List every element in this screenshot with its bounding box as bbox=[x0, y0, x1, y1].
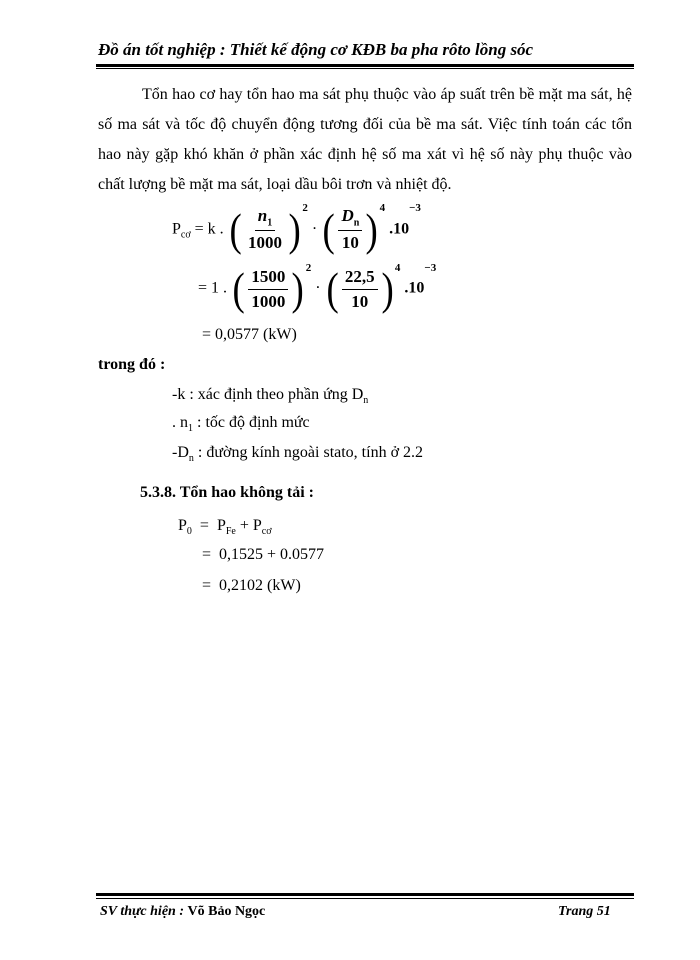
definition-text: -D bbox=[172, 444, 189, 461]
paren-close: ) bbox=[291, 263, 305, 314]
formula2-lhs: P bbox=[178, 517, 187, 534]
frac-den: 1000 bbox=[251, 291, 286, 311]
line2-prefix: = 1 . bbox=[198, 279, 228, 297]
formula-lhs: P bbox=[172, 220, 181, 238]
formula2-line2-value: 0,1525 + 0.0577 bbox=[219, 546, 325, 563]
tail-exponent: −3 bbox=[409, 202, 421, 214]
formula-eq: = k . bbox=[194, 220, 224, 238]
paren-open: ( bbox=[232, 263, 245, 314]
footer-author-name: Võ Bảo Ngọc bbox=[187, 904, 266, 919]
body-paragraph bbox=[98, 80, 632, 200]
definition-dn bbox=[172, 438, 423, 474]
formula2-line3-value: 0,2102 (kW) bbox=[219, 577, 301, 594]
fraction-n1-1000 bbox=[245, 206, 285, 253]
formula2-rhs-a: P bbox=[216, 517, 226, 534]
formula2-rhs-b: P bbox=[252, 517, 262, 534]
body-paragraph-text: Tổn hao cơ hay tổn hao ma sát phụ thuộc vào áp suất trên bề mặt ma sát, hệ số ma sát và tốc độ chuyển động tương đối của bề ma sát. Việc tính toán các tổn hao này gặp khó khăn ở phần xác định hệ số ma xát vì hệ số này phụ thuộc vào chất lượng bề mặt ma sát, loại dầu bôi trơn và nhiệt độ. bbox=[98, 86, 632, 193]
definition-sub: n bbox=[188, 453, 194, 465]
frac-num: 22,5 bbox=[342, 267, 378, 290]
formula-no-load-loss-line1: $P_0 = P_{Fe} + P_{cơ}$ bbox=[178, 517, 272, 538]
paren-close: ) bbox=[288, 203, 301, 255]
formula-mechanical-loss-line2: = 1 . ( $\frac{1500}{1000}$ ) $^2$ · ( $\frac{22,5}{10}$ ) $^4$ $.10^{-3}$ bbox=[198, 262, 437, 314]
formula-mechanical-loss-result: = 0,0577 (kW) bbox=[202, 326, 297, 343]
frac-num-sub: n bbox=[353, 217, 360, 229]
frac-num: D bbox=[341, 206, 354, 225]
fraction-dn-10 bbox=[338, 206, 362, 253]
definition-sub: 1 bbox=[188, 423, 193, 435]
formula-tail: .10 bbox=[404, 279, 425, 297]
fraction-1500-1000 bbox=[248, 267, 288, 312]
exponent: 2 bbox=[305, 262, 312, 274]
formula-no-load-loss-result: = 0,2102 (kW) bbox=[202, 577, 301, 594]
formula-lhs-sub: cơ bbox=[180, 229, 191, 241]
section-heading: 5.3.8. Tổn hao không tải : bbox=[140, 484, 314, 501]
frac-num-sub: 1 bbox=[267, 217, 273, 229]
footer-author bbox=[100, 904, 265, 920]
frac-num: 1500 bbox=[248, 267, 288, 290]
definition-text: -k : xác định theo phần ứng D bbox=[172, 386, 364, 403]
paren-close: ) bbox=[381, 263, 394, 314]
definition-sub: n bbox=[363, 395, 369, 407]
header-rule-thin bbox=[96, 68, 634, 69]
exponent: 4 bbox=[379, 202, 386, 214]
formula-mechanical-loss-line1: $P_{cơ} = k$ . ( $\frac{n_1}{1000}$ ) $^2$ · ( $\frac{D_n}{10}$ ) $^4$ $.10^{-3}$ bbox=[172, 202, 421, 255]
footer-rule bbox=[96, 893, 634, 896]
formula2-lhs-sub: 0 bbox=[186, 526, 192, 538]
formula2-rhs-a-sub: Fe bbox=[225, 526, 236, 538]
formula2-plus: + bbox=[239, 517, 249, 534]
tail-exponent: −3 bbox=[424, 262, 437, 274]
paren-open: ( bbox=[326, 263, 339, 314]
formula-tail: .10 bbox=[389, 220, 410, 238]
where-label: trong đó : bbox=[98, 356, 166, 373]
formula2-rhs-b-sub: cơ bbox=[261, 526, 272, 538]
footer-page-number: Trang 51 bbox=[558, 904, 611, 919]
definition-rest: : đường kính ngoài stato, tính ở 2.2 bbox=[193, 444, 424, 461]
paren-open: ( bbox=[322, 203, 335, 255]
frac-num: n bbox=[257, 206, 268, 225]
definition-text: . n bbox=[172, 414, 188, 431]
formula-no-load-loss-line2: = 0,1525 + 0.0577 bbox=[202, 546, 325, 563]
frac-den: 10 bbox=[341, 233, 359, 253]
definition-rest: : tốc độ định mức bbox=[193, 414, 310, 431]
document-header-title: Đồ án tốt nghiệp : Thiết kế động cơ KĐB ba pha rôto lồng sóc bbox=[98, 40, 534, 59]
fraction-22-5-10 bbox=[342, 267, 378, 312]
header-rule bbox=[96, 64, 634, 67]
footer-author-label: SV thực hiện : bbox=[100, 904, 184, 919]
frac-den: 1000 bbox=[248, 233, 282, 253]
paren-open: ( bbox=[229, 203, 242, 255]
exponent: 4 bbox=[394, 262, 401, 274]
paren-close: ) bbox=[365, 203, 379, 255]
exponent: 2 bbox=[302, 202, 308, 214]
footer-rule-thin bbox=[96, 898, 634, 899]
frac-den: 10 bbox=[351, 291, 369, 311]
